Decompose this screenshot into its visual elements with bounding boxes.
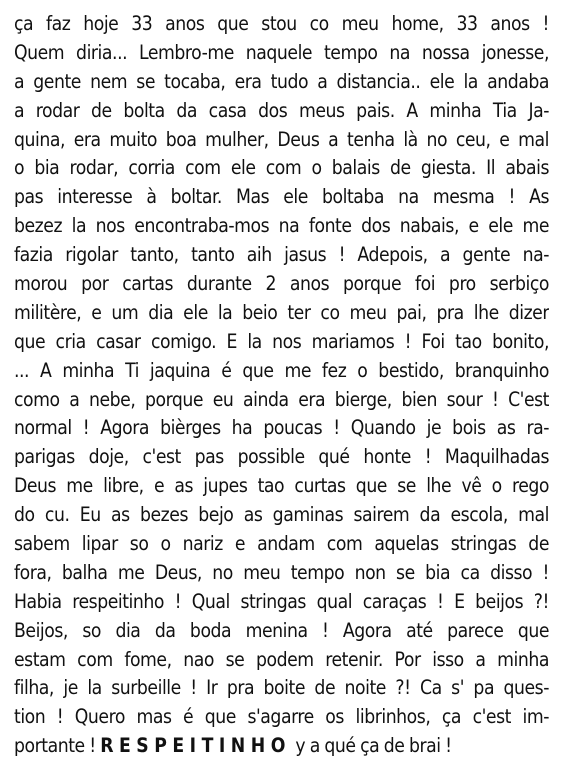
text-line-14: como a nebe, porque eu ainda era bierge, bien sour ! C'est [14, 387, 549, 411]
text-line-6: o bia rodar, corria com ele com o balais de giesta. Il abais [14, 156, 549, 180]
text-line-1: ça faz hoje 33 anos que stou co meu home, 33 anos ! [14, 12, 549, 35]
text-line-10: morou por cartas durante 2 anos porque foi pro serbiço [14, 272, 549, 296]
text-line-18: do cu. Eu as bezes bejo as gaminas sairem da escola, mal [14, 503, 549, 527]
text-line-19: sabem lipar so o nariz e andam com aquelas stringas de [14, 532, 549, 556]
text-line-3: a gente nem se tocaba, era tudo a distancia.. ele la andaba [14, 69, 549, 93]
text-line-8: bezez la nos encontraba-mos na fonte dos nabais, e ele me [14, 214, 549, 238]
last-line-start: portante ! [14, 734, 101, 758]
text-line-16: parigas doje, c'est pas possible qué honte ! Maquilhadas [14, 445, 549, 469]
text-line-17: Deus me libre, e as jupes tao curtas que se lhe vê o rego [14, 474, 549, 498]
text-line-2: Quem diria... Lembro-me naquele tempo na nossa jonesse, [14, 40, 549, 64]
text-line-13: ... A minha Ti jaquina é que me fez o bestido, branquinho [14, 358, 549, 382]
text-line-24: filha, je la surbeille ! Ir pra boite de noite ?! Ca s' pa ques- [14, 676, 549, 700]
emphasized-word: RESPEITINHO [100, 734, 291, 758]
text-line-21: Habia respeitinho ! Qual stringas qual caraças ! E beijos ?! [14, 589, 549, 613]
text-line-15: normal ! Agora bièrges ha poucas ! Quando je bois as ra- [14, 416, 549, 440]
text-line-22: Beijos, so dia da boda menina ! Agora até parece que [14, 618, 549, 642]
text-line-23: estam com fome, nao se podem retenir. Por isso a minha [14, 647, 549, 671]
text-block [14, 10, 549, 761]
text-line-5: quina, era muito boa mulher, Deus a tenha là no ceu, e mal [14, 127, 549, 151]
text-line-11: militère, e um dia ele la beio ter co meu pai, pra lhe dizer [14, 300, 549, 324]
text-line-4: a rodar de bolta da casa dos meus pais. A minha Tia Ja- [14, 98, 549, 122]
text-line-25: tion ! Quero mas é que s'agarre os librinhos, ça c'est im- [14, 705, 549, 729]
text-line-12: que cria casar comigo. E la nos mariamos ! Foi tao bonito, [14, 329, 549, 353]
text-line-7: pas interesse à boltar. Mas ele boltaba na mesma ! As [14, 185, 549, 209]
last-line-end: y a qué ça de brai ! [290, 734, 452, 758]
text-line-20: fora, balha me Deus, no meu tempo non se bia ca disso ! [14, 560, 549, 584]
text-line-9: fazia rigolar tanto, tanto aih jasus ! Adepois, a gente na- [14, 243, 549, 267]
text-line-26 [14, 732, 549, 761]
